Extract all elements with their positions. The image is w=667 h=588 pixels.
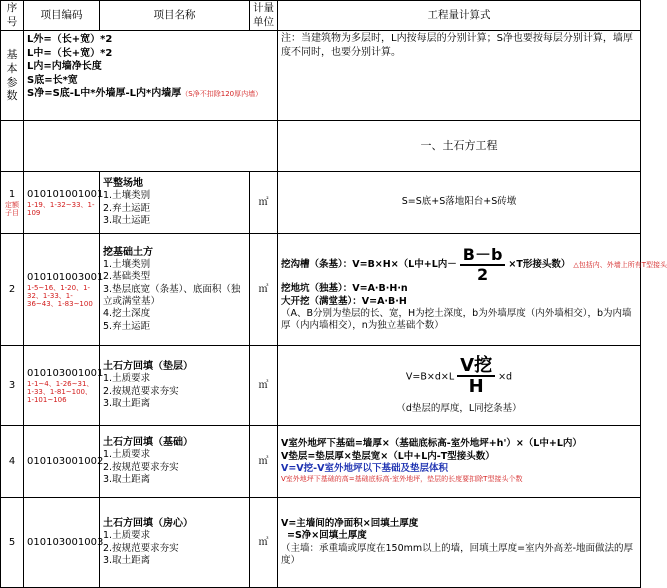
row-code: 010101001001 [27,188,104,200]
row-item: 2.按规范要求夯实 [103,461,179,473]
fraction-denominator: H [468,376,484,398]
row-unit: ㎡ [250,172,278,234]
fraction-numerator: B－b [460,246,506,266]
row-seq: 4 [1,426,24,498]
row-unit: ㎥ [250,346,278,426]
formula-line: 挖地坑（独基）：V=A·B·H·n [281,283,408,295]
row-item: 5.弃土运距 [103,320,151,332]
row-seq: 2 [1,234,24,346]
table-row [1,234,641,346]
row-unit: ㎥ [250,234,278,346]
section-title: 一、土石方工程 [278,121,641,172]
formula-line [281,356,637,398]
row-formula-cell [278,426,641,498]
row-code-note: 1-1~4、1-26~31、1-33、1-81~100、1-101~106 [27,379,94,405]
header-unit: 计量单位 [250,1,278,31]
row-item: 3.取土运距 [103,215,151,227]
row-item: 3.取土距离 [103,474,151,486]
header-code: 项目编码 [24,1,100,31]
row-item: 2.基础类型 [103,271,151,283]
row-title: 土石方回填（基础） [103,437,193,449]
row-seq: 3 [1,346,24,426]
row-formula-cell [278,498,641,588]
row-code-cell [24,346,104,426]
fraction-numerator: V挖 [457,356,495,378]
formula-prefix: V=B×d×L [405,370,455,382]
formula-line: V室外地坪下基础=墙厚×（基础底标高-室外地坪+h'）×（L中+L内） [281,438,582,450]
row-title: 挖基础土方 [103,246,153,258]
row-name-cell [100,346,250,426]
formula-suffix: ×d [498,370,513,382]
basic-line: L外=（长+宽）*2 [27,34,113,45]
table-row [1,498,641,588]
formula-annotation: △包括内、外墙上所有T型接头 [573,260,667,269]
row-formula: S=S底+S落地阳台+S砖墩 [278,172,641,234]
row-seq-cell [1,172,24,234]
formula-suffix: ×T形接头数） [508,259,571,271]
row-item: 1.土质要求 [103,530,151,542]
row-item: 1.土壤类别 [103,190,151,202]
formula-prefix: 挖沟槽（条基）：V=B×H×（L中+L内－ [281,259,457,271]
row-code-note: 1-19、1-32~33、1-109 [27,200,95,217]
header-row [1,1,641,31]
formula-line: 大开挖（满堂基）：V=A·B·H [281,295,407,307]
basic-note: 注：当建筑物为多层时，L内按每层的分别计算；S净也要按每层分别计算，墙厚度不同时，也要分别计算。 [278,31,641,121]
row-name-cell [100,172,250,234]
row-item: 2.弃土运距 [103,202,151,214]
formula-line: V=主墙间的净面积×回填土厚度 [281,517,419,529]
formula-note: （主墙：承重墙或厚度在150mm以上的墙，回填土厚度=室内外高差-地面做法的厚度） [281,542,634,566]
header-seq: 序号 [1,1,24,31]
table-row [1,346,641,426]
row-item: 2.按规范要求夯实 [103,385,179,397]
table-row [1,172,641,234]
fraction [457,356,495,398]
fraction-denominator: 2 [477,264,489,284]
row-code: 010103001001 [27,367,104,379]
row-title: 土石方回填（房心） [103,518,193,530]
formula-note: （A、B分别为垫层的长、宽，H为挖土深度，b为外墙厚度（内外墙相交），b为内墙厚（内内墙相交），n为独立基础个数） [281,308,632,332]
row-code-cell [24,172,104,234]
basic-params-row [1,31,641,121]
row-item: 3.取土距离 [103,555,151,567]
row-item: 4.挖土深度 [103,308,151,320]
formula-note: V室外地坪下基础的高=基础底标高-室外地坪，垫层的长度要扣除T型接头个数 [281,475,523,484]
row-item: 1.土质要求 [103,373,151,385]
basic-line: L内=内墙净长度 [27,61,102,72]
header-name: 项目名称 [100,1,250,31]
row-code-cell [24,234,104,346]
row-code: 010101003001 [27,271,104,283]
row-item: 1.土壤类别 [103,258,151,270]
basic-formulas [24,31,278,121]
row-seq: 1 [8,188,16,200]
row-title: 平整场地 [103,178,143,190]
row-seq-note: 定额子目 [5,200,19,217]
row-item: 2.按规范要求夯实 [103,542,179,554]
fraction [460,246,506,283]
row-name-cell [100,234,250,346]
row-formula-cell [278,346,641,426]
row-item: 1.土质要求 [103,449,151,461]
basic-line: S底=长*宽 [27,74,78,86]
formula-line [281,245,667,284]
header-formula: 工程量计算式 [278,1,641,31]
basic-snet-line [27,87,274,101]
row-formula-cell [278,234,667,346]
row-title: 土石方回填（垫层） [103,361,193,373]
section-row [1,121,641,172]
formula-line: V=V挖-V室外地坪以下基础及垫层体积 [281,463,448,475]
formula-note: （d垫层的厚度，L同挖条基） [396,403,522,415]
row-unit: ㎥ [250,498,278,588]
basic-snet-note: （S净不扣除120厚内墙） [181,90,263,98]
row-item: 3.取土距离 [103,398,151,410]
row-code-note: 1-5~16、1-20、1-32、1-33、1-36~43、1-83~100 [27,283,93,309]
row-unit: ㎥ [250,426,278,498]
row-name-cell [100,498,250,588]
row-name-cell [100,426,250,498]
row-code: 010103001003 [24,498,100,588]
basic-line: L中=（长+宽）*2 [27,47,113,59]
formula-line: =S净×回填土厚度 [287,530,367,542]
formula-line: V垫层=垫层厚×垫层宽×（L中+L内-T型接头数） [281,450,495,462]
basic-seq: 基本参数 [1,31,24,121]
row-code: 010103001002 [24,426,100,498]
table-row [1,426,641,498]
row-item: 3.垫层底宽（条基）、底面积（独立或满堂基） [103,283,241,307]
row-seq: 5 [1,498,24,588]
basic-snet: S净=S底-L中*外墙厚-L内*内墙厚 [27,88,182,99]
